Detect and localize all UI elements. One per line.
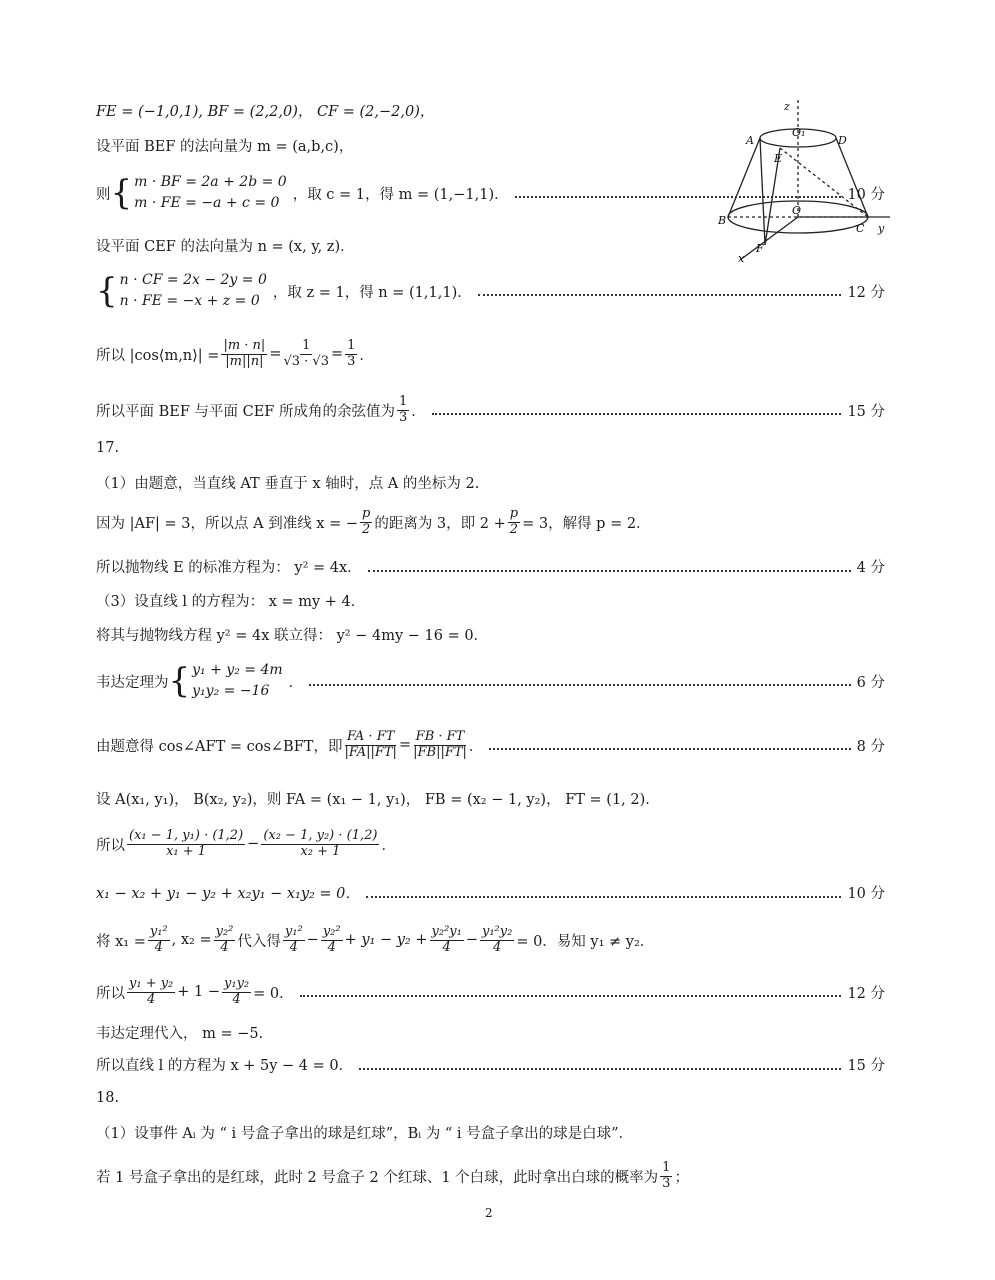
points-def-line: 设 A(x₁, y₁)， B(x₂, y₂)，则 FA = (x₁ − 1, y₁)， FB = (x₂ − 1, y₂)， FT = (1, 2)． [96, 792, 660, 808]
directrix-line: 因为 |AF| = 3，所以点 A 到准线 x = − $\frac{p}{2}$ 的距离为 3，即 2 + $\frac{p}{2}$ = 3，解得 p = 2． [96, 505, 651, 537]
score-15: 15 分 [847, 403, 885, 420]
q18-prob-line: 若 1 号盒子拿出的是红球，此时 2 号盒子 2 个红球、1 个白球，此时拿出白球的概率为 $\frac{1}{3}$ ； [96, 1159, 689, 1191]
conclusion-16-line: 所以平面 BEF 与平面 CEF 所成角的余弦值为 $\frac{1}{3}$ ． 15 分 [96, 393, 885, 425]
vector-line: FE = (−1,0,1), BF = (2,2,0)， CF = (2,−2,0)， [96, 104, 435, 120]
dot-leader [359, 1068, 841, 1070]
system-n-line: { n · CF = 2x − 2y = 0 n · FE = −x + z = 0 ，取 z = 1，得 n = (1,1,1)． 12 分 [96, 271, 885, 311]
page-number: 2 [485, 1206, 493, 1220]
q18-event-line: （1）设事件 Aᵢ 为 “ i 号盒子拿出的球是红球”，Bᵢ 为 “ i 号盒子拿出的球是白球”． [96, 1126, 634, 1142]
label-y: y [878, 222, 885, 235]
label-x: x [738, 252, 745, 265]
vieta-sub-line: 韦达定理代入， m = −5． [96, 1026, 274, 1042]
normal-n-line: 设平面 CEF 的法向量为 n = (x, y, z)． [96, 239, 355, 255]
dot-leader [309, 684, 851, 686]
brace: { [110, 173, 133, 213]
brace: { [168, 661, 191, 701]
label-o1: O₁ [792, 126, 806, 139]
ratio-line: 所以 $\frac{\text{(x₁ − 1, y₁) · (1,2)}}{\text{x₁ + 1}}$ − $\frac{\text{(x₂ − 1, y₂) · (1,2)}}{\text{x₂ + 1}}$ ． [96, 827, 396, 859]
line-l-equation: （3）设直线 l 的方程为： x = my + 4． [96, 594, 366, 610]
dot-leader [368, 570, 851, 572]
sum-line: 所以 $\frac{\text{y₁ + y₂}}{4}$ + 1 − $\frac{\text{y₁y₂}}{4}$ = 0． 12 分 [96, 975, 885, 1007]
score-10b: 10 分 [847, 886, 885, 902]
system-m-line: 则 { m · BF = 2a + 2b = 0 m · FE = −a + c = 0 ，取 c = 1，得 m = (1,−1,1)． 10 分 [96, 173, 885, 213]
angle-cos-line: 由题意得 cos∠AFT = cos∠BFT，即 $\frac{FA \cdot FT}{|FA||FT|}$ = $\frac{FB \cdot FT}{|FB||FT|}$ ． 8 分 [96, 728, 885, 760]
label-z: z [784, 100, 790, 113]
dot-leader [300, 995, 842, 997]
label-o: O [792, 204, 802, 217]
score-6: 6 分 [856, 674, 885, 691]
label-c: C [856, 222, 865, 235]
label-b: B [718, 214, 727, 227]
score-8: 8 分 [856, 738, 885, 755]
score-10: 10 分 [847, 186, 885, 203]
label-e: E [774, 152, 783, 165]
final-line-equation: 所以直线 l 的方程为 x + 5y − 4 = 0． 15 分 [96, 1054, 885, 1075]
label-f: F [756, 242, 764, 255]
dot-leader [432, 413, 842, 415]
question-18-number: 18. [96, 1090, 120, 1106]
label-d: D [838, 134, 847, 147]
question-17-number: 17. [96, 440, 120, 456]
dot-leader [478, 294, 842, 296]
brace: { [96, 271, 118, 311]
normal-m-line: 设平面 BEF 的法向量为 m = (a,b,c)， [96, 139, 354, 155]
simplified-line: x₁ − x₂ + y₁ − y₂ + x₂y₁ − x₁y₂ = 0． 10 分 [96, 882, 885, 903]
parabola-equation-line: 所以抛物线 E 的标准方程为： y² = 4x． 4 分 [96, 556, 885, 577]
score-15b: 15 分 [847, 1058, 885, 1074]
cos-line: 所以 |cos⟨m,n⟩| = $\frac{|m \cdot n|}{|m||n|}$ = $\frac{1}{√3 \cdot √3}$ = $\frac{1}{3}$ ． [96, 337, 374, 369]
dot-leader [366, 896, 842, 898]
dot-leader [489, 748, 850, 750]
score-12: 12 分 [847, 284, 885, 301]
combined-equation-line: 将其与抛物线方程 y² = 4x 联立得： y² − 4my − 16 = 0． [96, 628, 489, 644]
score-4: 4 分 [856, 560, 885, 576]
vieta-line: 韦达定理为 { y₁ + y₂ = 4m y₁y₂ = −16 ． 6 分 [96, 661, 885, 701]
dot-leader [515, 196, 842, 198]
q17-part1-line: （1）由题意，当直线 AT 垂直于 x 轴时，点 A 的坐标为 2. [96, 476, 480, 492]
substitution-line: 将 x₁ = $\frac{\text{y₁²}}{4}$ , x₂ = $\frac{\text{y₂²}}{4}$ 代入得 $\frac{\text{y₁²}}{4}$ − $\frac{\text{y₂²}}{4}$ + y₁ − y₂ + $\frac{\text{y₂²y₁}}{4}$ − $\frac{\text{y₁²y₂}}{4}$ = 0．易知 y₁ ≠ y₂． [96, 923, 655, 955]
score-12b: 12 分 [847, 985, 885, 1002]
label-a: A [746, 134, 754, 147]
